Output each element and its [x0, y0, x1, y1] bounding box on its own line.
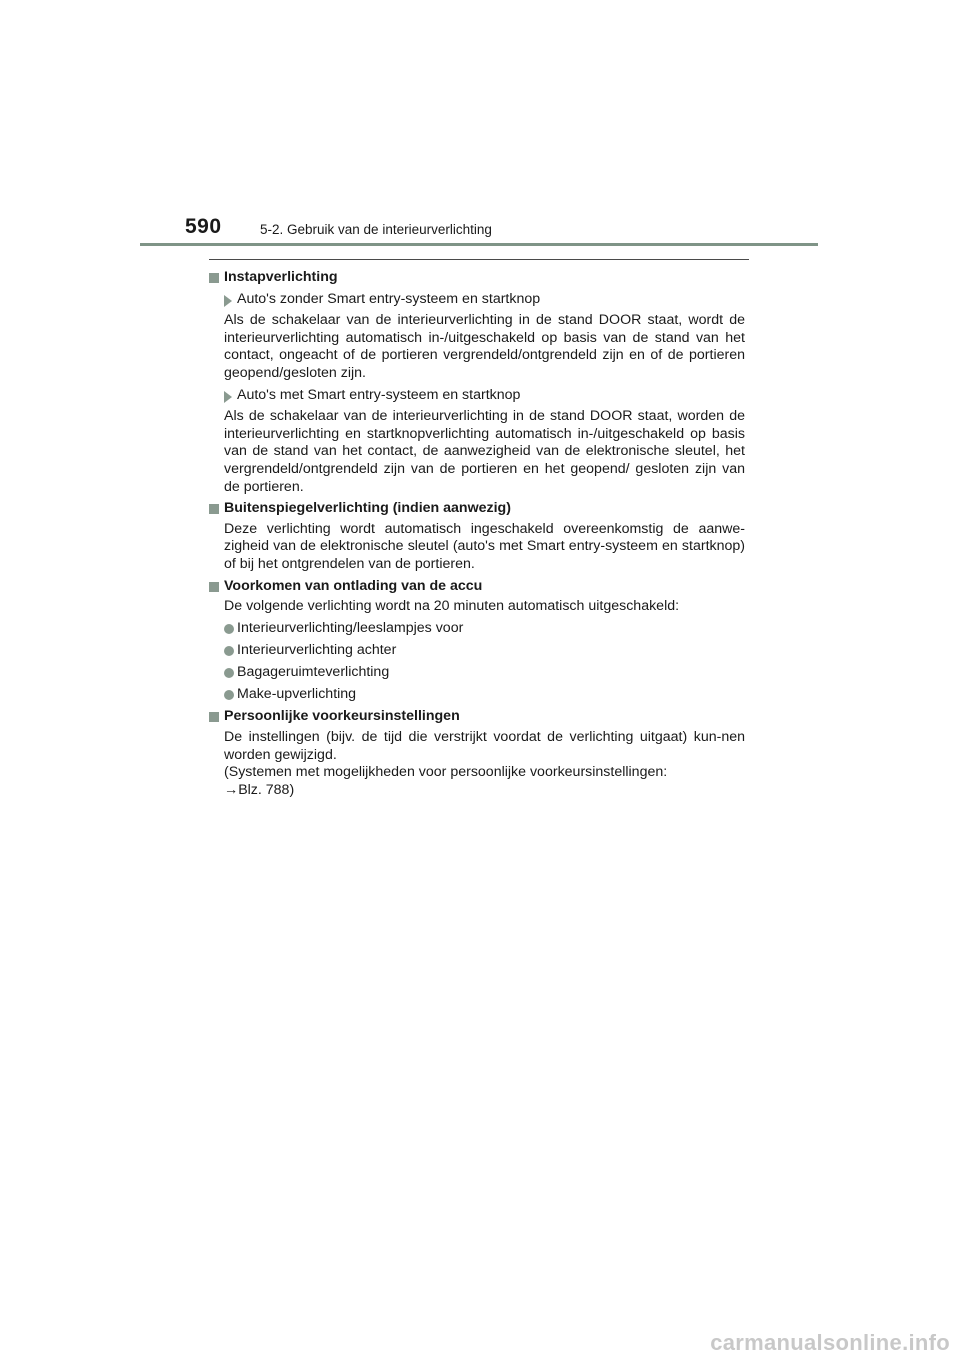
section-title: Instapverlichting [224, 269, 338, 285]
subsection-label: Auto's met Smart entry-systeem en startknop [237, 386, 521, 403]
section-rule [209, 259, 749, 260]
header-rule [140, 243, 818, 246]
circle-bullet-icon [224, 646, 234, 656]
section-heading-buitenspiegelverlichting [209, 500, 745, 518]
list-item-text: Interieurverlichting achter [237, 641, 397, 658]
page-content [209, 266, 745, 803]
list-item [209, 686, 745, 704]
paragraph: De instellingen (bijv. de tijd die verstrijkt voordat de verlichting uitgaat) kun-nen worden gewijzigd. [224, 729, 745, 763]
paragraph: Als de schakelaar van de interieurverlichting in de stand DOOR staat, worden de interieurverlichting en startknopverlichting automatisch in-/uitgeschakeld op basis van de stand van het contact, de aanwezigheid van de elektronische sleutel, het vergrendeld/ontgrendeld zijn van de portieren en het geopend/ gesloten zijn van de portieren. [224, 408, 745, 495]
list-item [209, 620, 745, 638]
subsection-heading [209, 291, 745, 309]
circle-bullet-icon [224, 668, 234, 678]
list-item-text: Make-upverlichting [237, 686, 357, 703]
section-title: Voorkomen van ontlading van de accu [224, 577, 483, 594]
square-bullet-icon [209, 712, 219, 722]
paragraph: Als de schakelaar van de interieurverlichting in de stand DOOR staat, wordt de interieurverlichting automatisch in-/uitgeschakeld op basis van de stand van het contact, ongeacht of de portieren vergrendeld/ontgrendeld zijn en of de portieren geopend/gesloten zijn. [224, 312, 745, 381]
list-item-text: Interieurverlichting/leeslampjes voor [237, 619, 464, 636]
section-heading-voorkeursinstellingen [209, 708, 745, 726]
list-item-text: Bagageruimteverlichting [237, 664, 390, 681]
section-heading-instapverlichting [209, 269, 745, 287]
square-bullet-icon [209, 273, 219, 283]
square-bullet-icon [209, 504, 219, 514]
paragraph: Deze verlichting wordt automatisch ingeschakeld overeenkomstig de aanwe-zigheid van de elektronische sleutel (auto's met Smart entry-systeem en startknop) of bij het ontgrendelen van de portieren. [224, 520, 745, 572]
circle-bullet-icon [224, 690, 234, 700]
page-number: 590 [185, 215, 222, 238]
paragraph: (Systemen met mogelijkheden voor persoonlijke voorkeursinstellingen: [224, 764, 668, 781]
list-item [209, 664, 745, 682]
section-title: Buitenspiegelverlichting (indien aanwezig) [224, 500, 511, 517]
section-title: Persoonlijke voorkeursinstellingen [224, 708, 460, 725]
watermark: carmanualsonline.info [710, 1330, 950, 1355]
subsection-label: Auto's zonder Smart entry-systeem en startknop [237, 290, 541, 307]
paragraph: De volgende verlichting wordt na 20 minuten automatisch uitgeschakeld: [224, 598, 680, 615]
subsection-heading [209, 387, 745, 405]
triangle-bullet-icon [224, 391, 232, 403]
circle-bullet-icon [224, 624, 234, 634]
section-heading-accu [209, 578, 745, 596]
list-item [209, 642, 745, 660]
triangle-bullet-icon [224, 295, 232, 307]
square-bullet-icon [209, 582, 219, 592]
page-reference[interactable]: →Blz. 788) [224, 781, 295, 798]
running-head: 5-2. Gebruik van de interieurverlichting [260, 222, 492, 237]
